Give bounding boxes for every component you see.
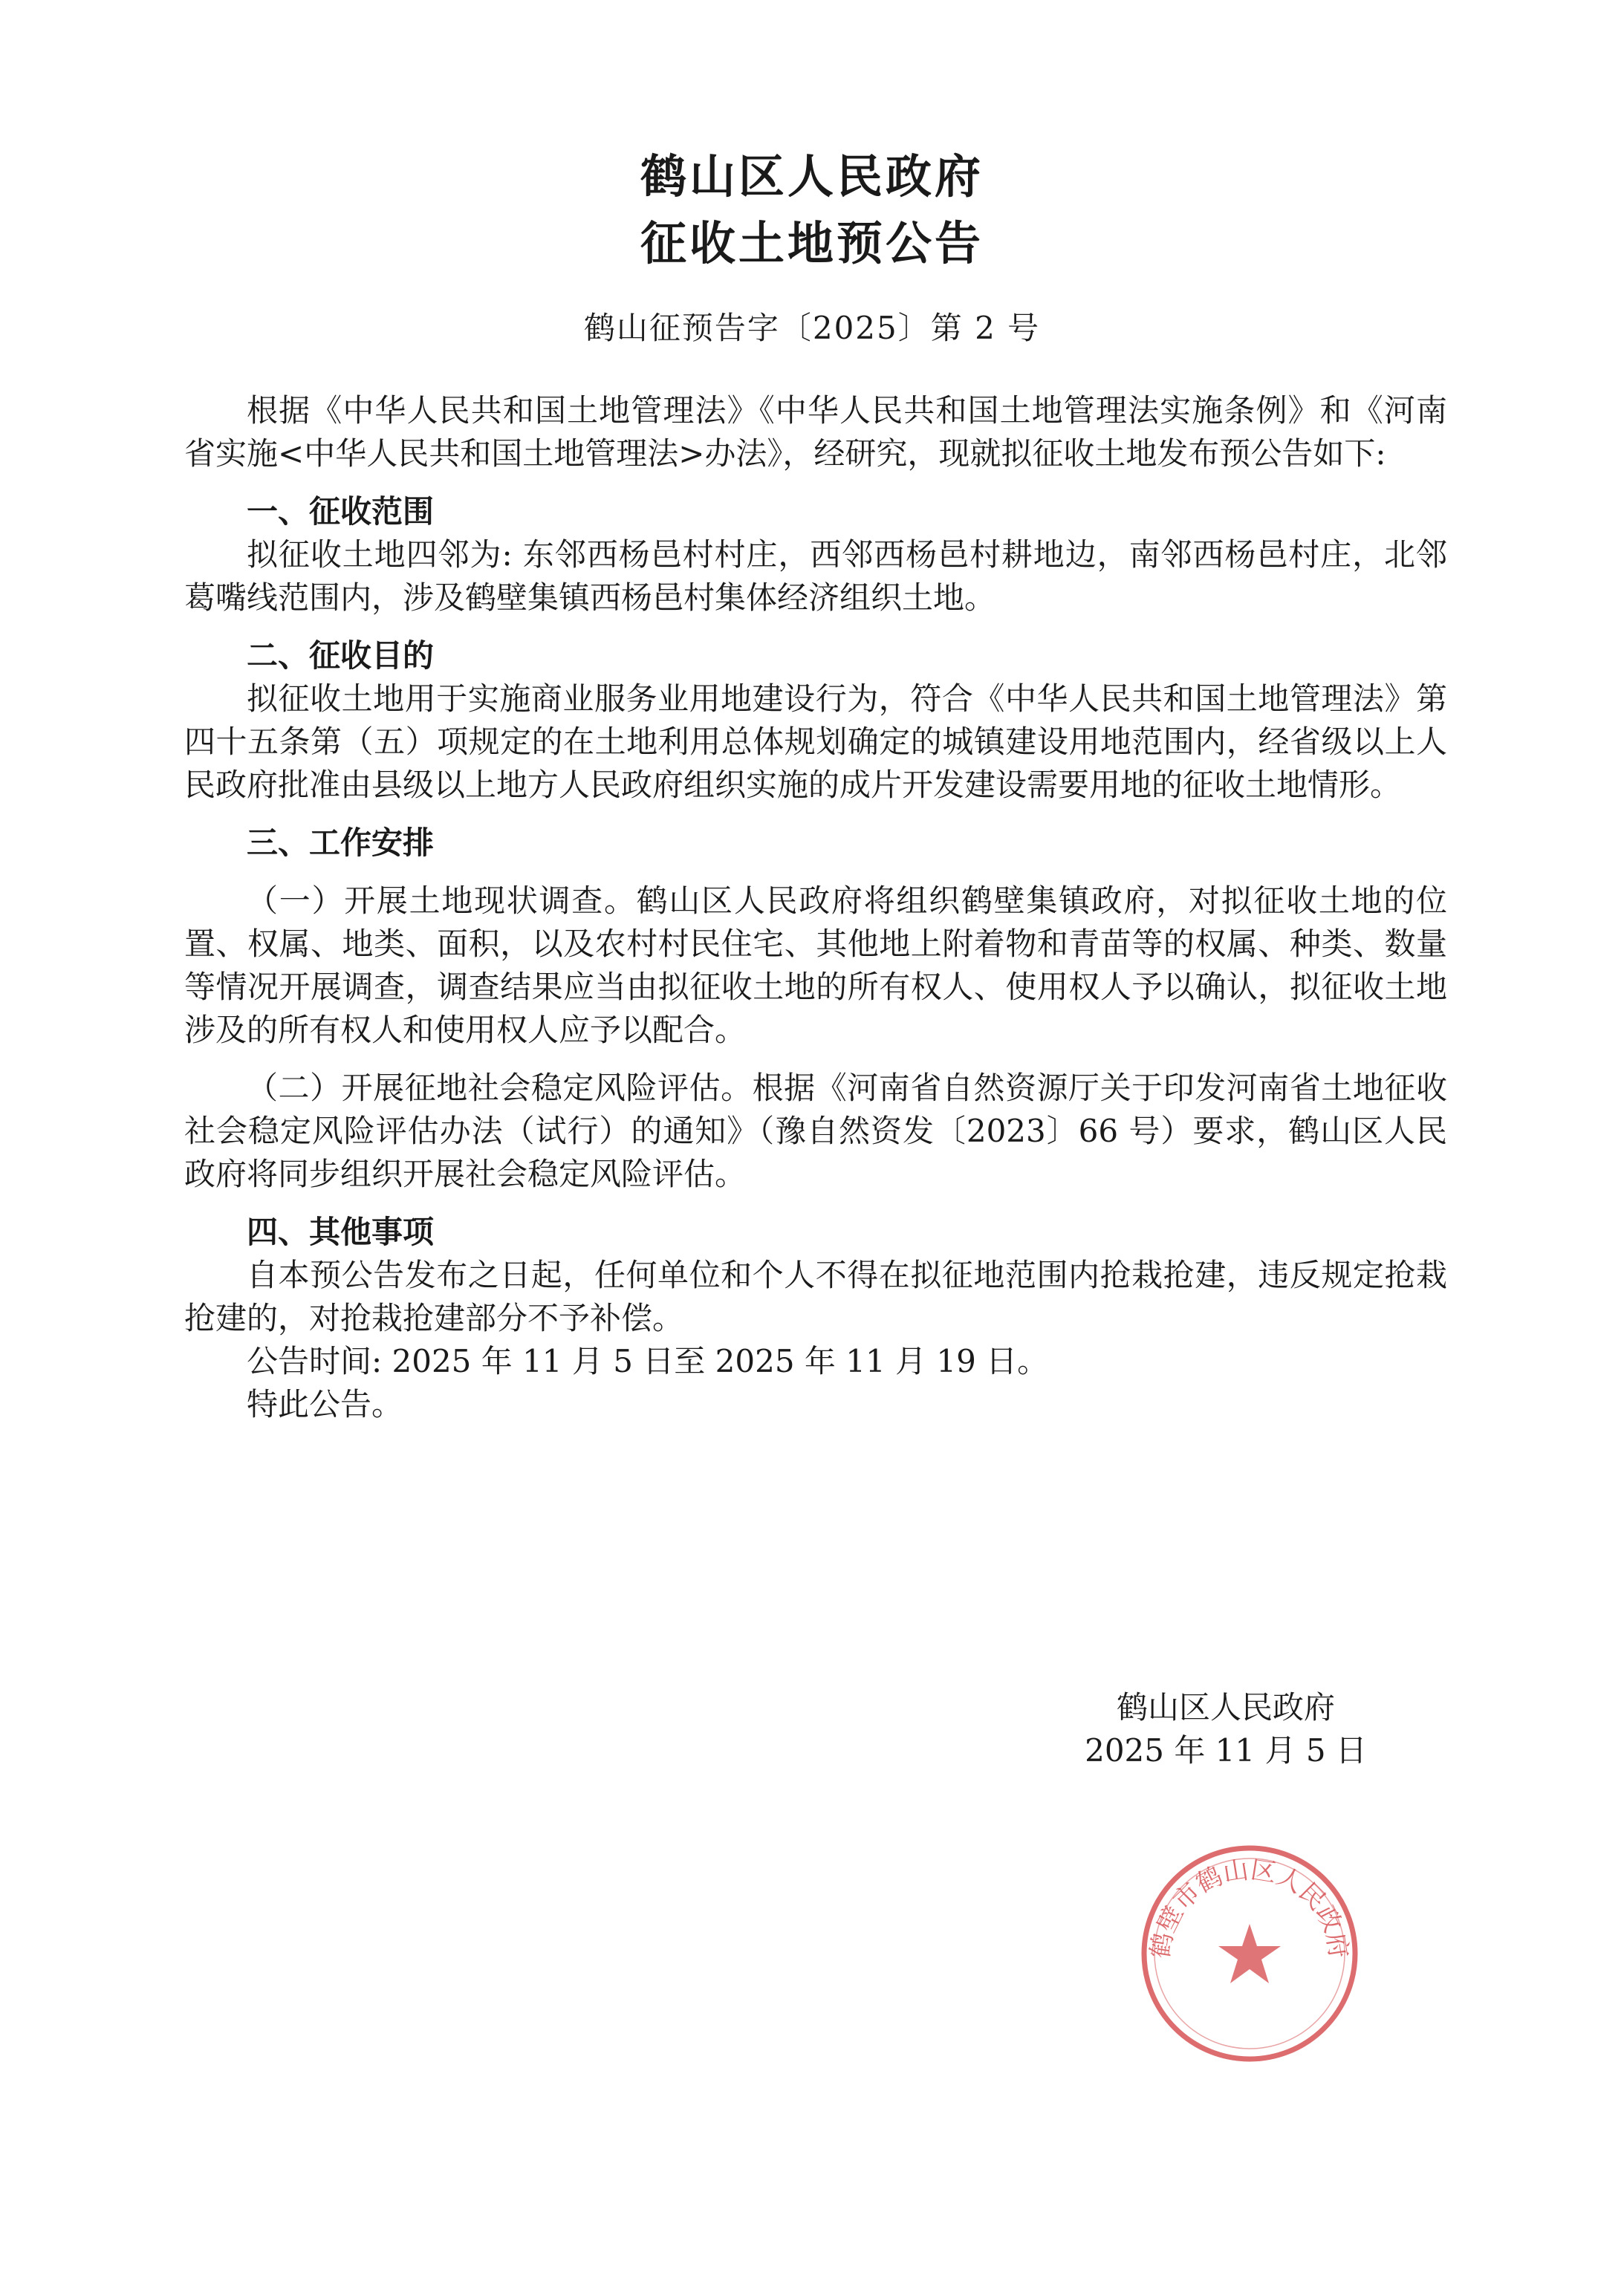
official-seal-icon bbox=[1138, 1842, 1361, 2065]
closing-line: 特此公告。 bbox=[247, 1386, 403, 1422]
section-other-text: 自本预公告发布之日起，任何单位和个人不得在拟征地范围内抢栽抢建，违反规定抢栽抢建的，对抢栽抢建部分不予补偿。 bbox=[184, 1257, 1447, 1336]
section-arrangement-heading: 三、工作安排 bbox=[247, 825, 435, 861]
doc-title-line2: 征收土地预公告 bbox=[640, 216, 984, 270]
seal-text: 鹤壁市鹤山区人民政府 bbox=[1146, 1855, 1354, 1961]
arrangement-item-1: （一）开展土地现状调查。鹤山区人民政府将组织鹤壁集镇政府，对拟征收土地的位置、权属、地类、面积，以及农村村民住宅、其他地上附着物和青苗等的权属、种类、数量等情况开展调查，调查结果应当由拟征收土地的所有权人、使用权人予以确认，拟征收土地涉及的所有权人和使用权人应予以配合。 bbox=[184, 882, 1447, 1048]
section-scope-text: 拟征收土地四邻为: 东邻西杨邑村村庄，西邻西杨邑村耕地边，南邻西杨邑村庄，北邻葛嘴线范围内，涉及鹤壁集镇西杨邑村集体经济组织土地。 bbox=[184, 536, 1447, 616]
intro-paragraph: 根据《中华人民共和国土地管理法》《中华人民共和国土地管理法实施条例》和《河南省实施<中华人民共和国土地管理法>办法》，经研究，现就拟征收土地发布预公告如下: bbox=[184, 392, 1447, 472]
signature-block bbox=[1085, 1686, 1367, 1772]
section-purpose-text: 拟征收土地用于实施商业服务业用地建设行为，符合《中华人民共和国土地管理法》第四十五条第（五）项规定的在土地利用总体规划确定的城镇建设用地范围内，经省级以上人民政府批准由县级以上地方人民政府组织实施的成片开发建设需要用地的征收土地情形。 bbox=[184, 680, 1447, 803]
doc-title-line1: 鹤山区人民政府 bbox=[640, 149, 984, 204]
arrangement-item-2: （二）开展征地社会稳定风险评估。根据《河南省自然资源厅关于印发河南省土地征收社会稳定风险评估办法（试行）的通知》（豫自然资发〔2023〕66 号）要求，鹤山区人民政府将同步组织开展社会稳定风险评估。 bbox=[184, 1070, 1447, 1192]
signature-org: 鹤山区人民政府 bbox=[1116, 1689, 1335, 1726]
doc-number: 鹤山征预告字〔2025〕第 2 号 bbox=[583, 310, 1041, 346]
notice-period: 公告时间: 2025 年 11 月 5 日至 2025 年 11 月 19 日。 bbox=[247, 1343, 1049, 1379]
doc-body bbox=[184, 389, 1447, 1426]
section-purpose-heading: 二、征收目的 bbox=[247, 637, 435, 674]
signature-date: 2025 年 11 月 5 日 bbox=[1085, 1732, 1367, 1769]
section-other-heading: 四、其他事项 bbox=[247, 1214, 435, 1250]
section-scope-heading: 一、征收范围 bbox=[247, 493, 435, 530]
